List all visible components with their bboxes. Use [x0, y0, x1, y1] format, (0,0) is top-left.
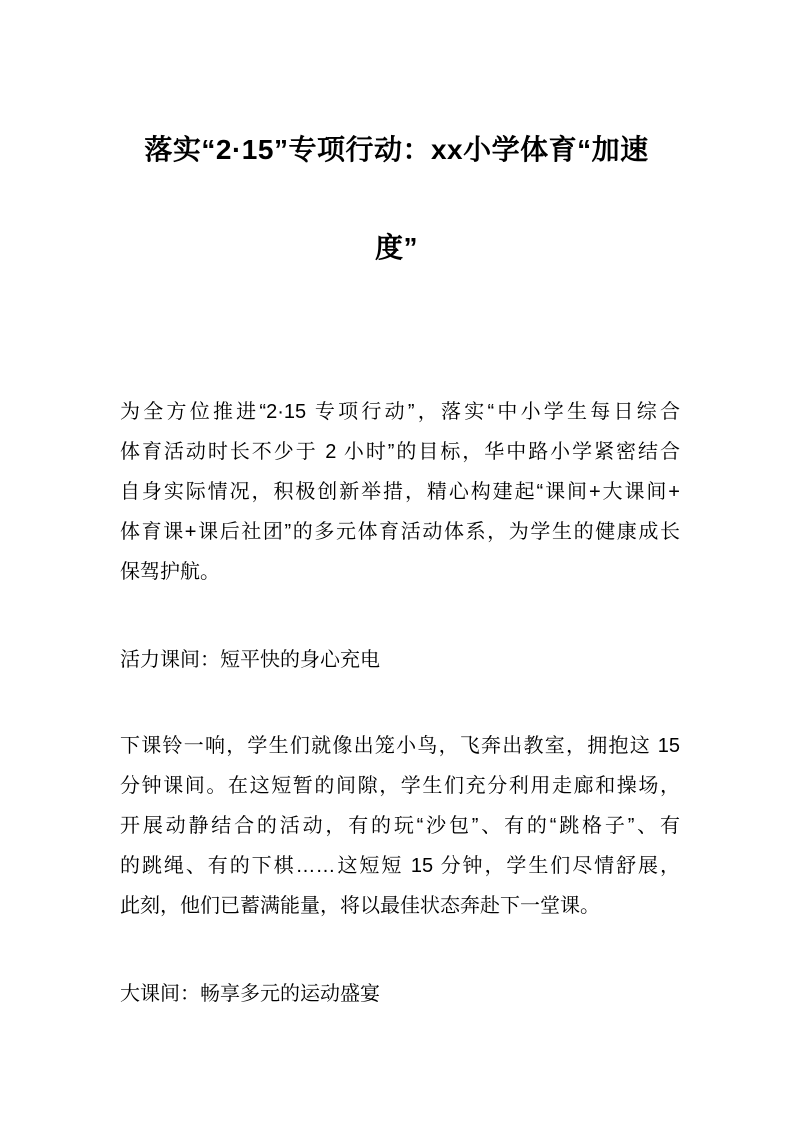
document-title-line-2: 度”	[374, 232, 418, 263]
section-heading-break: 活力课间：短平快的身心充电	[120, 649, 380, 671]
paragraph-intro-line: 自身实际情况，积极创新举措，精心构建起“课间+大课间+	[120, 481, 680, 503]
document-title-line-1: 落实“2·15”专项行动：xx小学体育“加速	[144, 134, 649, 165]
paragraph-break-line: 此刻，他们已蓄满能量，将以最佳状态奔赴下一堂课。	[120, 895, 600, 917]
paragraph-break-line: 下课铃一响，学生们就像出笼小鸟，飞奔出教室，拥抱这 15	[120, 735, 680, 757]
paragraph-break-line: 分钟课间。在这短暂的间隙，学生们充分利用走廊和操场，	[120, 775, 680, 797]
paragraph-intro-line: 保驾护航。	[120, 561, 220, 583]
paragraph-break-line: 开展动静结合的活动，有的玩“沙包”、有的“跳格子”、有	[120, 815, 680, 837]
paragraph-intro-line: 体育课+课后社团”的多元体育活动体系，为学生的健康成长	[120, 521, 680, 543]
section-heading-big-break: 大课间：畅享多元的运动盛宴	[120, 983, 380, 1005]
paragraph-intro-line: 体育活动时长不少于 2 小时”的目标，华中路小学紧密结合	[120, 441, 680, 463]
paragraph-break-line: 的跳绳、有的下棋……这短短 15 分钟，学生们尽情舒展，	[120, 855, 680, 877]
paragraph-intro-line: 为全方位推进“2·15 专项行动”，落实“中小学生每日综合	[120, 401, 680, 423]
